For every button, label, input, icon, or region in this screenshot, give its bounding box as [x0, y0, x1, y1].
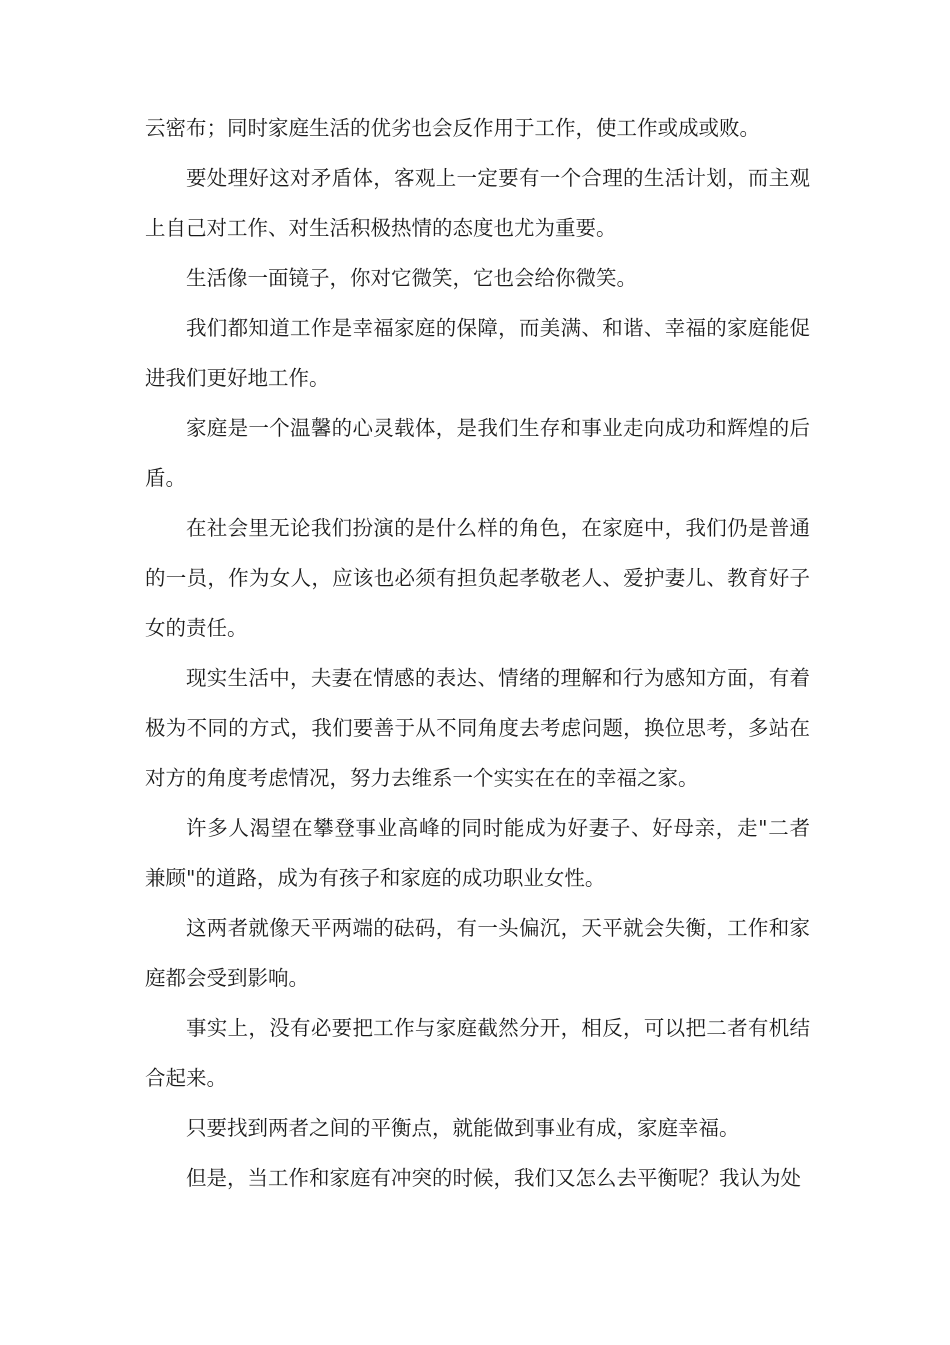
paragraph-8: 许多人渴望在攀登事业高峰的同时能成为好妻子、好母亲，走"二者兼顾"的道路，成为有孩子和家庭的成功职业女性。 — [145, 816, 810, 890]
paragraph-10: 事实上，没有必要把工作与家庭截然分开，相反，可以把二者有机结合起来。 — [145, 1016, 810, 1090]
paragraph-12: 但是，当工作和家庭有冲突的时候，我们又怎么去平衡呢？我认为处 — [186, 1166, 801, 1190]
paragraph-11: 只要找到两者之间的平衡点，就能做到事业有成，家庭幸福。 — [186, 1116, 740, 1140]
paragraph-2: 要处理好这对矛盾体，客观上一定要有一个合理的生活计划，而主观上自己对工作、对生活积极热情的态度也尤为重要。 — [145, 166, 810, 240]
paragraph-4: 我们都知道工作是幸福家庭的保障，而美满、和谐、幸福的家庭能促进我们更好地工作。 — [145, 316, 810, 390]
paragraph-5: 家庭是一个温馨的心灵载体，是我们生存和事业走向成功和辉煌的后盾。 — [145, 416, 810, 490]
paragraph-6: 在社会里无论我们扮演的是什么样的角色，在家庭中，我们仍是普通的一员，作为女人，应该也必须有担负起孝敬老人、爱护妻儿、教育好子女的责任。 — [145, 516, 810, 640]
paragraph-7: 现实生活中，夫妻在情感的表达、情绪的理解和行为感知方面，有着极为不同的方式，我们要善于从不同角度去考虑问题，换位思考，多站在对方的角度考虑情况，努力去维系一个实实在在的幸福之家。 — [145, 666, 810, 790]
paragraph-1: 云密布；同时家庭生活的优劣也会反作用于工作，使工作或成或败。 — [145, 116, 760, 140]
document-body — [145, 103, 810, 1203]
paragraph-3: 生活像一面镜子，你对它微笑，它也会给你微笑。 — [186, 266, 637, 290]
paragraph-9: 这两者就像天平两端的砝码，有一头偏沉，天平就会失衡，工作和家庭都会受到影响。 — [145, 916, 810, 990]
